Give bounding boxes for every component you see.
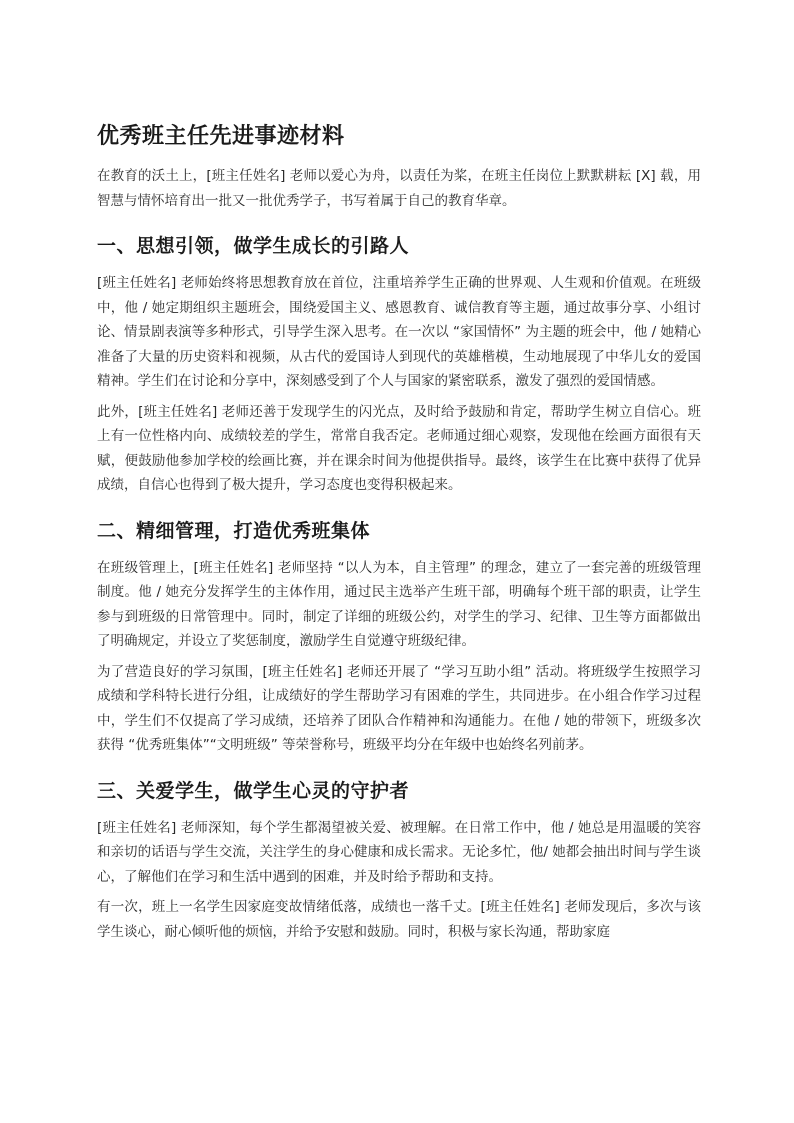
- section-1-paragraph-2: 此外，[班主任姓名] 老师还善于发现学生的闪光点，及时给予鼓励和肯定，帮助学生树立自信心。班上有一位性格内向、成绩较差的学生，常常自我否定。老师通过细心观察，发现他在绘画方面很有天赋，便鼓励他参加学校的绘画比赛，并在课余时间为他提供指导。最终，该学生在比赛中获得了优异成绩，自信心也得到了极大提升，学习态度也变得积极起来。: [97, 403, 701, 493]
- intro-paragraph: 在教育的沃土上，[班主任姓名] 老师以爱心为舟，以责任为桨，在班主任岗位上默默耕耘 [X] 载，用智慧与情怀培育出一批又一批优秀学子，书写着属于自己的教育华章。: [97, 168, 701, 209]
- section-2-paragraph-1: 在班级管理上，[班主任姓名] 老师坚持 “以人为本，自主管理” 的理念，建立了一套完善的班级管理制度。他 / 她充分发挥学生的主体作用，通过民主选举产生班干部，明确每个班干部的职责，让学生参与到班级的日常管理中。同时，制定了详细的班级公约，对学生的学习、纪律、卫生等方面都做出了明确规定，并设立了奖惩制度，激励学生自觉遵守班级纪律。: [97, 559, 701, 649]
- section-3-paragraph-2: 有一次，班上一名学生因家庭变故情绪低落，成绩也一落千丈。[班主任姓名] 老师发现后，多次与该学生谈心，耐心倾听他的烦恼，并给予安慰和鼓励。同时，积极与家长沟通，帮助家庭: [97, 899, 701, 940]
- section-heading-2: 二、精细管理，打造优秀班集体: [97, 519, 371, 542]
- section-heading-1: 一、思想引领，做学生成长的引路人: [97, 235, 410, 257]
- page-title: 优秀班主任先进事迹材料: [97, 124, 345, 149]
- document-page: [97, 120, 701, 950]
- section-2-paragraph-2: 为了营造良好的学习氛围，[班主任姓名] 老师还开展了 “学习互助小组” 活动。将班级学生按照学习成绩和学科特长进行分组，让成绩好的学生帮助学习有困难的学生，共同进步。在小组合作学习过程中，学生们不仅提高了学习成绩，还培养了团队合作精神和沟通能力。在他 / 她的带领下，班级多次获得 “优秀班集体”“文明班级” 等荣誉称号，班级平均分在年级中也始终名列前茅。: [97, 663, 701, 753]
- section-3-paragraph-1: [班主任姓名] 老师深知，每个学生都渴望被关爱、被理解。在日常工作中，他 / 她总是用温暖的笑容和亲切的话语与学生交流，关注学生的身心健康和成长需求。无论多忙，他/ 她都会抽出时间与学生谈心，了解他们在学习和生活中遇到的困难，并及时给予帮助和支持。: [97, 819, 701, 885]
- section-1-paragraph-1: [班主任姓名] 老师始终将思想教育放在首位，注重培养学生正确的世界观、人生观和价值观。在班级中，他 / 她定期组织主题班会，围绕爱国主义、感恩教育、诚信教育等主题，通过故事分享、小组讨论、情景剧表演等多种形式，引导学生深入思考。在一次以 “家国情怀” 为主题的班会中，他 / 她精心准备了大量的历史资料和视频，从古代的爱国诗人到现代的英雄楷模，生动地展现了中华儿女的爱国精神。学生们在讨论和分享中，深刻感受到了个人与国家的紧密联系，激发了强烈的爱国情感。: [97, 275, 701, 389]
- section-heading-3: 三、关爱学生，做学生心灵的守护者: [97, 779, 410, 802]
